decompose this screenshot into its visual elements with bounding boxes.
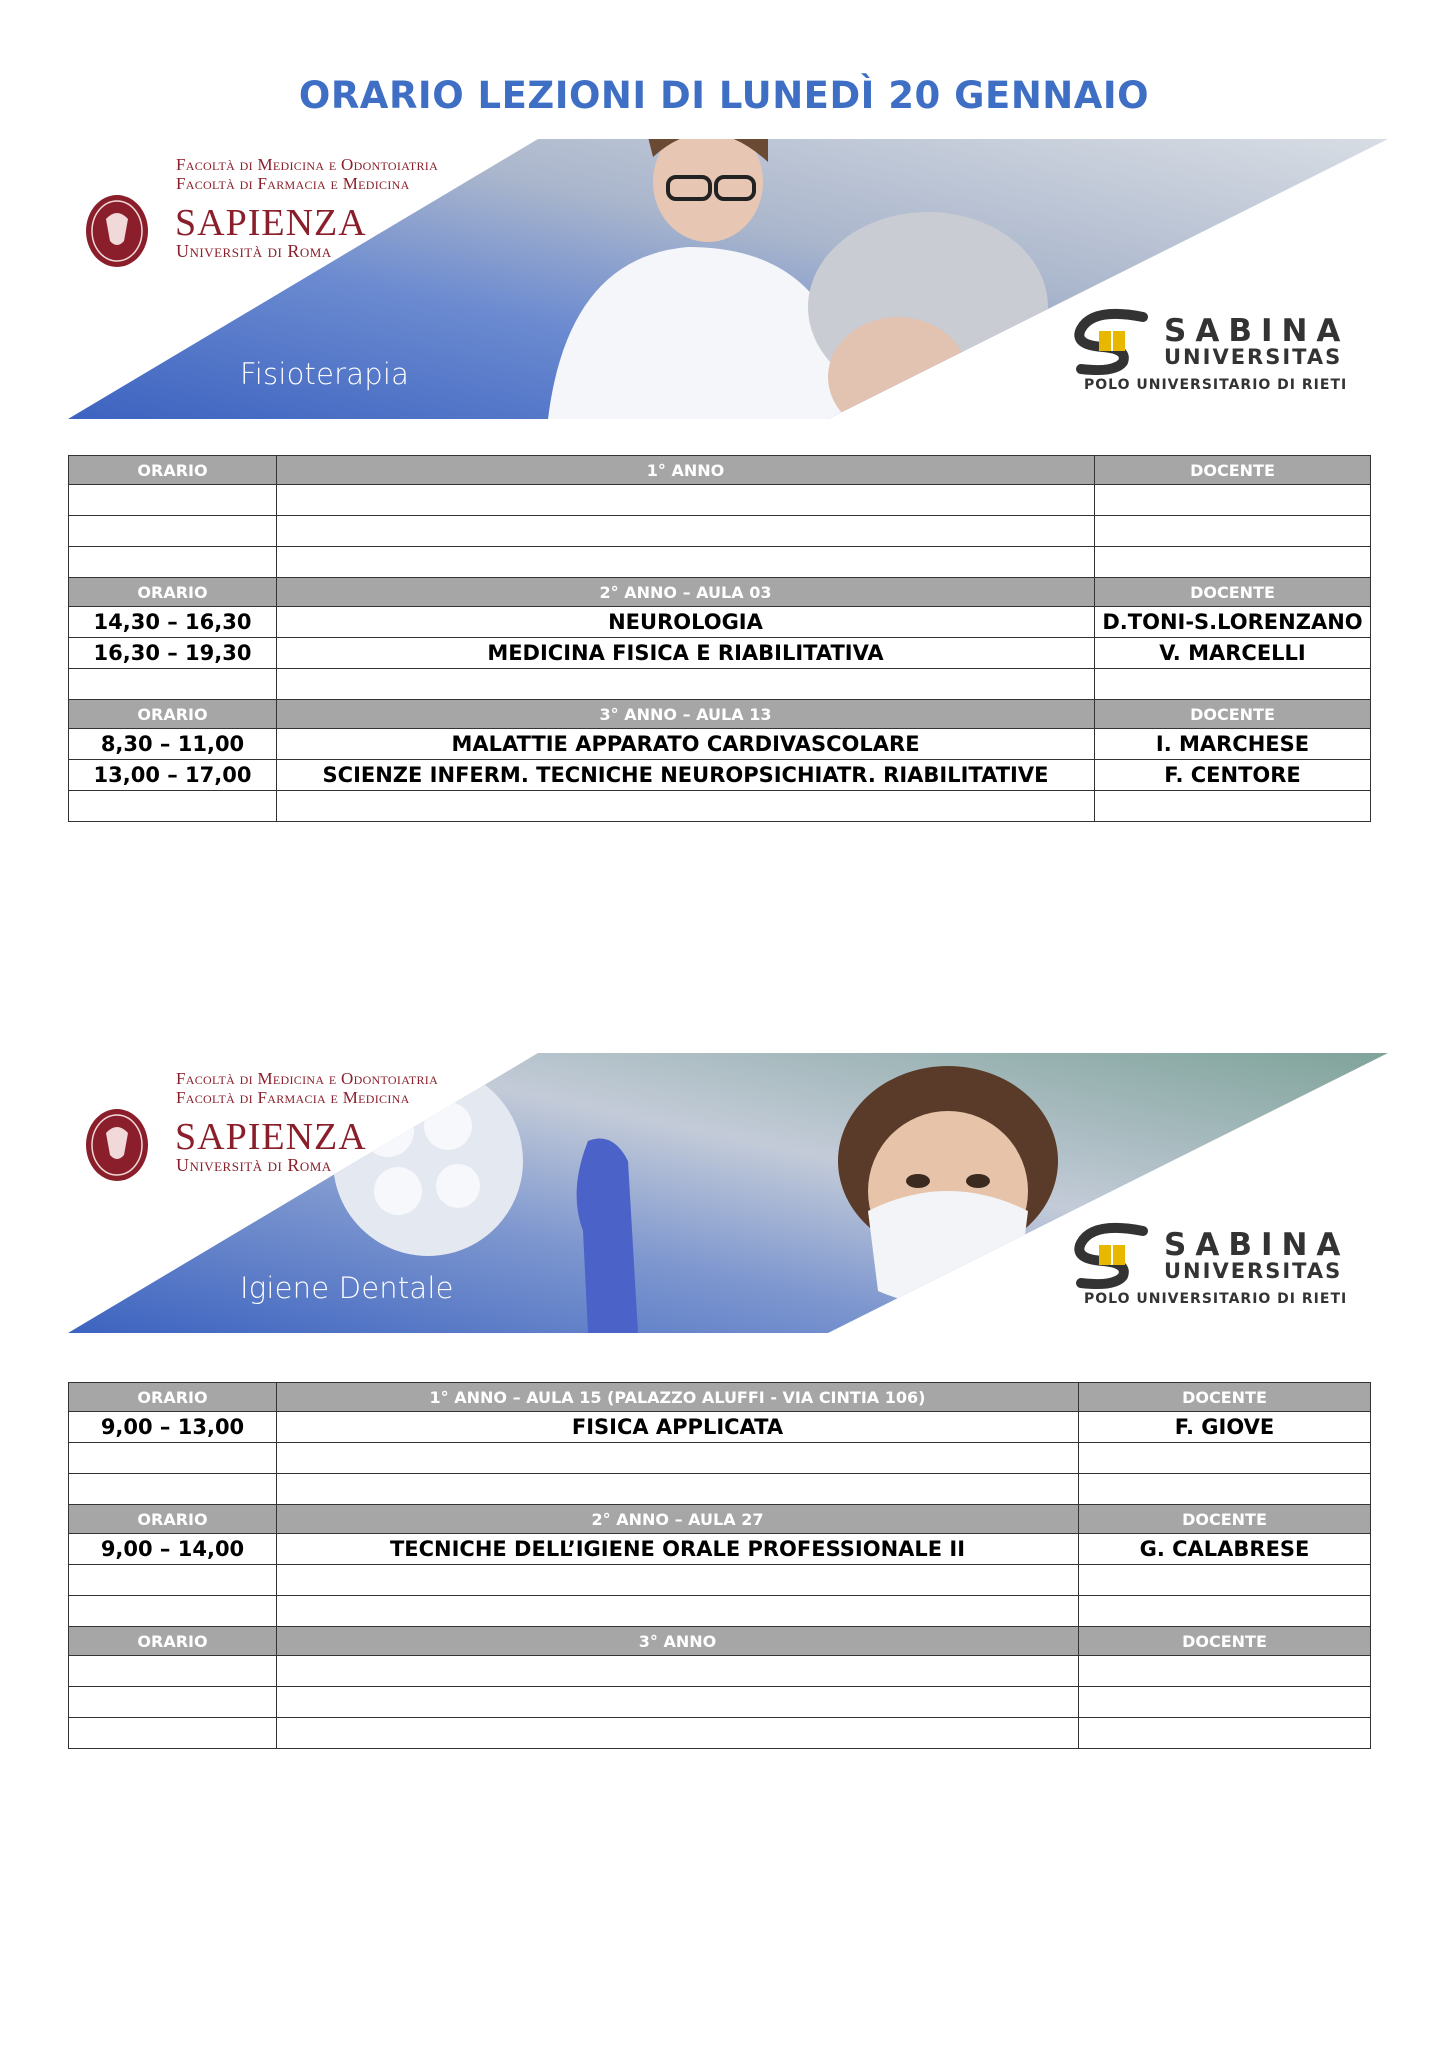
table-header-row — [69, 1383, 1371, 1412]
sapienza-seal-logo — [84, 1107, 150, 1183]
cell-docente — [1079, 1443, 1371, 1474]
header-orario: ORARIO — [69, 1627, 277, 1656]
cell-orario — [69, 485, 277, 516]
cell-corso — [277, 1687, 1079, 1718]
cell-docente — [1095, 547, 1371, 578]
faculty-line-1: Facoltà di Medicina e Odontoiatria — [176, 1069, 439, 1088]
header-orario: ORARIO — [69, 456, 277, 485]
table-row — [69, 729, 1371, 760]
table-row — [69, 607, 1371, 638]
cell-orario — [69, 1687, 277, 1718]
header-docente: DOCENTE — [1079, 1627, 1371, 1656]
cell-corso — [277, 1718, 1079, 1749]
cell-corso — [277, 1565, 1079, 1596]
cell-corso — [277, 1474, 1079, 1505]
cell-docente — [1079, 1565, 1371, 1596]
cell-docente — [1079, 1656, 1371, 1687]
cell-docente: I. MARCHESE — [1095, 729, 1371, 760]
cell-corso: NEUROLOGIA — [277, 607, 1095, 638]
cell-orario: 9,00 – 13,00 — [69, 1412, 277, 1443]
cell-orario — [69, 1565, 277, 1596]
cell-docente — [1095, 516, 1371, 547]
course-name: Igiene Dentale — [240, 1271, 454, 1305]
faculty-line-2: Facoltà di Farmacia e Medicina — [176, 174, 410, 193]
faculty-line-2: Facoltà di Farmacia e Medicina — [176, 1088, 410, 1107]
table-row — [69, 1565, 1371, 1596]
table-header-row — [69, 578, 1371, 607]
header-orario: ORARIO — [69, 1383, 277, 1412]
cell-corso: TECNICHE DELL’IGIENE ORALE PROFESSIONALE II — [277, 1534, 1079, 1565]
cell-orario: 8,30 – 11,00 — [69, 729, 277, 760]
cell-docente — [1079, 1474, 1371, 1505]
table-row — [69, 1656, 1371, 1687]
table-row — [69, 1474, 1371, 1505]
table-header-row — [69, 1627, 1371, 1656]
banner-igiene-dentale — [68, 1051, 1388, 1333]
table-header-row — [69, 700, 1371, 729]
header-anno: 1° ANNO – AULA 15 (PALAZZO ALUFFI - VIA CINTIA 106) — [277, 1383, 1079, 1412]
table-row — [69, 1718, 1371, 1749]
sabina-tagline: POLO UNIVERSITARIO DI RIETI — [1084, 1291, 1348, 1307]
cell-orario: 16,30 – 19,30 — [69, 638, 277, 669]
cell-corso — [277, 1443, 1079, 1474]
cell-orario: 14,30 – 16,30 — [69, 607, 277, 638]
header-docente: DOCENTE — [1095, 456, 1371, 485]
faculty-line-1: Facoltà di Medicina e Odontoiatria — [176, 155, 439, 174]
table-row — [69, 669, 1371, 700]
course-name: Fisioterapia — [240, 357, 410, 391]
cell-corso — [277, 516, 1095, 547]
table-row — [69, 1534, 1371, 1565]
header-docente: DOCENTE — [1095, 578, 1371, 607]
cell-docente — [1079, 1596, 1371, 1627]
banner-fisioterapia — [68, 137, 1388, 419]
schedule-table-fisioterapia — [68, 455, 1371, 822]
header-orario: ORARIO — [69, 1505, 277, 1534]
table-row — [69, 516, 1371, 547]
cell-orario — [69, 1596, 277, 1627]
header-docente: DOCENTE — [1095, 700, 1371, 729]
cell-docente — [1095, 791, 1371, 822]
sabina-universitas: UNIVERSITAS — [1164, 345, 1343, 369]
cell-orario — [69, 547, 277, 578]
sabina-name: SABINA — [1164, 313, 1350, 349]
cell-docente — [1079, 1687, 1371, 1718]
header-anno: 1° ANNO — [277, 456, 1095, 485]
cell-orario — [69, 1474, 277, 1505]
table-row — [69, 1412, 1371, 1443]
cell-corso — [277, 669, 1095, 700]
sabina-logo-icon — [1073, 1221, 1153, 1291]
header-docente: DOCENTE — [1079, 1383, 1371, 1412]
sapienza-university: Università di Roma — [176, 241, 332, 261]
sapienza-university: Università di Roma — [176, 1155, 332, 1175]
cell-corso — [277, 791, 1095, 822]
table-row — [69, 1596, 1371, 1627]
header-anno: 2° ANNO – AULA 03 — [277, 578, 1095, 607]
table-row — [69, 1687, 1371, 1718]
cell-docente: F. CENTORE — [1095, 760, 1371, 791]
table-header-row — [69, 1505, 1371, 1534]
table-row — [69, 760, 1371, 791]
cell-orario — [69, 1656, 277, 1687]
cell-orario: 9,00 – 14,00 — [69, 1534, 277, 1565]
cell-docente: V. MARCELLI — [1095, 638, 1371, 669]
cell-orario — [69, 516, 277, 547]
cell-docente: G. CALABRESE — [1079, 1534, 1371, 1565]
cell-orario — [69, 1718, 277, 1749]
table-row — [69, 1443, 1371, 1474]
sapienza-name: SAPIENZA — [175, 1116, 367, 1158]
cell-corso: SCIENZE INFERM. TECNICHE NEUROPSICHIATR. RIABILITATIVE — [277, 760, 1095, 791]
cell-docente: D.TONI-S.LORENZANO — [1095, 607, 1371, 638]
header-anno: 2° ANNO – AULA 27 — [277, 1505, 1079, 1534]
cell-docente — [1095, 669, 1371, 700]
cell-orario — [69, 669, 277, 700]
sapienza-seal-logo — [84, 193, 150, 269]
schedule-table-igiene-dentale — [68, 1382, 1371, 1749]
cell-orario — [69, 791, 277, 822]
cell-corso — [277, 547, 1095, 578]
sabina-logo-icon — [1073, 307, 1153, 377]
cell-corso: FISICA APPLICATA — [277, 1412, 1079, 1443]
table-header-row — [69, 456, 1371, 485]
table-row — [69, 485, 1371, 516]
sabina-name: SABINA — [1164, 1227, 1350, 1263]
header-anno: 3° ANNO — [277, 1627, 1079, 1656]
cell-corso — [277, 485, 1095, 516]
cell-docente — [1095, 485, 1371, 516]
table-row — [69, 547, 1371, 578]
cell-docente — [1079, 1718, 1371, 1749]
sapienza-name: SAPIENZA — [175, 202, 367, 244]
cell-corso — [277, 1596, 1079, 1627]
page-title: ORARIO LEZIONI DI LUNEDÌ 20 GENNAIO — [298, 74, 1150, 117]
table-row — [69, 638, 1371, 669]
cell-orario — [69, 1443, 277, 1474]
header-orario: ORARIO — [69, 578, 277, 607]
sabina-universitas: UNIVERSITAS — [1164, 1259, 1343, 1283]
cell-orario: 13,00 – 17,00 — [69, 760, 277, 791]
table-row — [69, 791, 1371, 822]
header-orario: ORARIO — [69, 700, 277, 729]
cell-docente: F. GIOVE — [1079, 1412, 1371, 1443]
cell-corso: MEDICINA FISICA E RIABILITATIVA — [277, 638, 1095, 669]
cell-corso: MALATTIE APPARATO CARDIVASCOLARE — [277, 729, 1095, 760]
cell-corso — [277, 1656, 1079, 1687]
sabina-tagline: POLO UNIVERSITARIO DI RIETI — [1084, 377, 1348, 393]
header-docente: DOCENTE — [1079, 1505, 1371, 1534]
header-anno: 3° ANNO – AULA 13 — [277, 700, 1095, 729]
